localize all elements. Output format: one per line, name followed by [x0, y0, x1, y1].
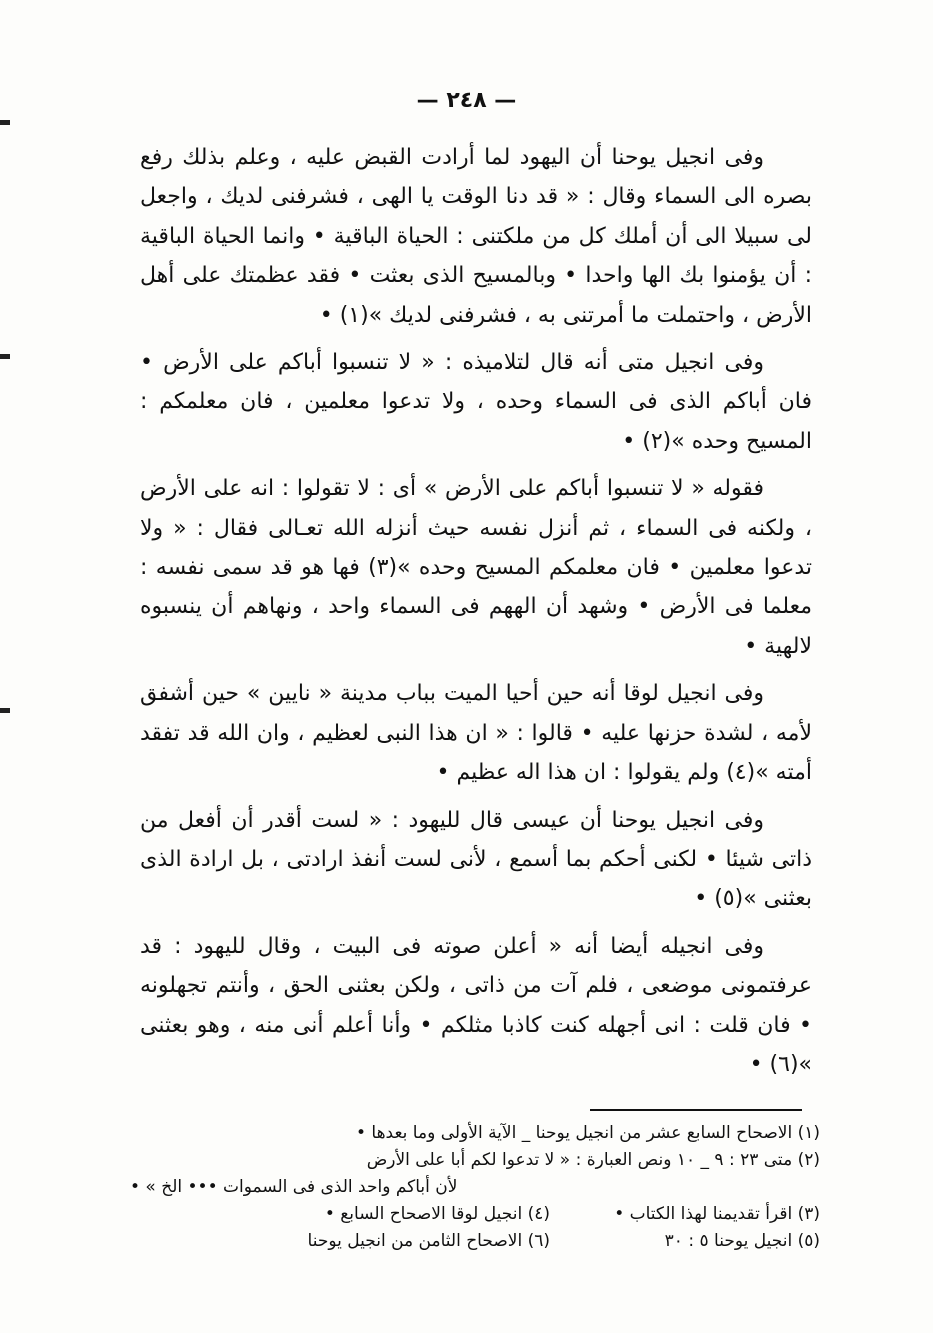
- footnote-2-continued: لأن أباكم واحد الذى فى السموات ••• الخ » •: [130, 1177, 458, 1197]
- scan-edge-mark: [0, 708, 10, 713]
- body-text: [140, 138, 812, 1092]
- paragraph: وفى انجيل يوحنا أن اليهود لما أرادت القبض عليه ، وعلم بذلك رفع بصره الى السماء وقال : « قد دنا الوقت يا الهى ، فشرفنى لديك ، واجعل لى سبيلا الى أن أملك كل من ملكتنى : الحياة الباقية • وانما الحياة الباقية : أن يؤمنوا بك الها واحدا • وبالمسيح الذى بعثت • فقد عظمتك على أهل الأرض ، واحتملت ما أمرتنى به ، فشرفنى لديك »(١) •: [140, 145, 812, 328]
- footnote-row: [130, 1201, 820, 1228]
- footnote-1: (١) الاصحاح السابع عشر من انجيل يوحنا _ الآية الأولى وما بعدها •: [355, 1123, 820, 1143]
- footnote-4: (٤) انجيل لوقا الاصحاح السابع •: [324, 1204, 550, 1224]
- footnote-2: (٢) متى ٢٣ : ٩ _ ١٠ ونص العبارة : « لا تدعوا لكم أبا على الأرض: [366, 1150, 820, 1170]
- scan-edge-mark: [0, 354, 10, 359]
- paragraph: وفى انجيل يوحنا أن عيسى قال لليهود : « لست أقدر أن أفعل من ذاتى شيئا • لكنى أحكم بما أسمع ، لأنى لست أنفذ ارادتى ، بل ارادة الذى بعثنى »(٥) •: [140, 807, 812, 912]
- footnote-5: (٥) انجيل يوحنا ٥ : ٣٠: [664, 1231, 820, 1251]
- footnote-6: (٦) الاصحاح الثامن من انجيل يوحنا: [307, 1231, 550, 1251]
- paragraph: فقوله « لا تنسبوا أباكم على الأرض » أى : لا تقولوا : انه على الأرض ، ولكنه فى السماء ، ثم أنزل نفسه حيث أنزله الله تعـالى فقال : « ولا تدعوا معلمين • فان معلمكم المسيح وحده »(٣) فها هو قد سمى نفسه : معلما فى الأرض • وشهد أن الههم فى السماء واحد ، ونهاهم أن ينسبوه لالهية •: [140, 476, 812, 659]
- paragraph: وفى انجيل لوقا أنه حين أحيا الميت بباب مدينة « نايين » حين أشفق لأمه ، لشدة حزنها عليه • قالوا : « ان هذا النبى لعظيم ، وان الله قد تفقد أمته »(٤) ولم يقولوا : ان هذا اله عظيم •: [140, 681, 812, 786]
- paragraph: وفى انجيل متى أنه قال لتلاميذه : « لا تنسبوا أباكم على الأرض • فان أباكم الذى فى السماء وحده ، ولا تدعوا معلمين ، فان معلمكم : المسيح وحده »(٢) •: [140, 350, 812, 454]
- footnote-row: [130, 1228, 820, 1255]
- scan-edge-mark: [0, 120, 10, 125]
- footnote-separator: [590, 1109, 802, 1111]
- paragraph: وفى انجيله أيضا أنه « أعلن صوته فى البيت ، وقال لليهود : قد عرفتمونى موضعى ، فلم آت من ذاتى ، ولكن بعثنى الحق ، وأنتم تجهلونه • فان قلت : انى أجهله كنت كاذبا مثلكم • وأنا أعلم أنى منه ، وهو بعثنى »(٦) •: [140, 933, 812, 1077]
- footnote-3: (٣) اقرأ تقديمنا لهذا الكتاب •: [614, 1204, 820, 1224]
- page-number: — ٢٤٨ —: [416, 88, 517, 113]
- footnotes: [130, 1120, 820, 1255]
